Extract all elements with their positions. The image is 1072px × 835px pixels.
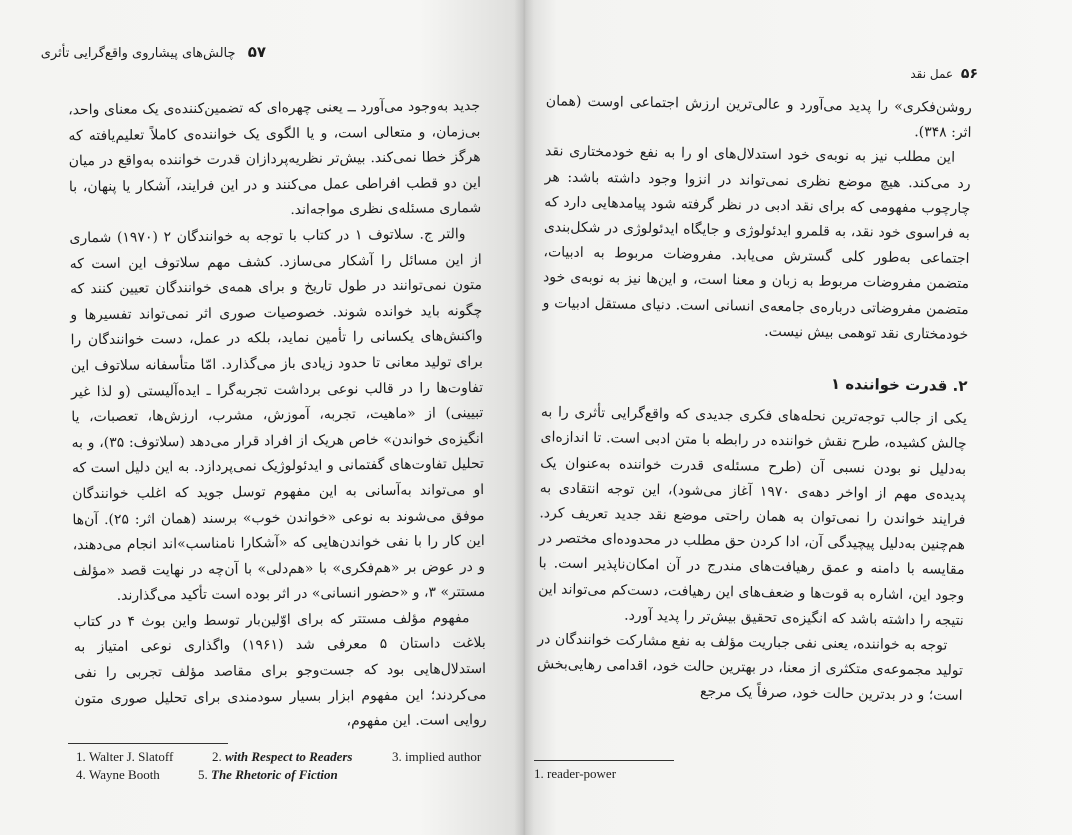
footnote-number: 2.: [212, 749, 222, 764]
footnote-text: reader-power: [547, 766, 617, 781]
paragraph: روشن‌فکری» را پدید می‌آورد و عالی‌ترین ارزش اجتماعی اوست (همان اثر: ۳۴۸).: [545, 93, 972, 142]
footnote-number: 1.: [76, 749, 86, 764]
footnote-number: 1.: [534, 766, 544, 781]
paragraph: یکی از جالب توجه‌ترین نحله‌های فکری جدیدی که واقع‌گرایی تأثری را به چالش کشیده، طرح نقش خواننده در رابطه با متن ادبی است. تا اندازه‌ای به‌دلیل نو بودن نسبی آن (طرح مسئله‌ی قدرت خواننده به‌عنوان یک پدیده‌ی مهم از اواخر دهه‌ی ۱۹۷۰ آغاز می‌شود)، این توجه انتقادی به فرایند خواندن را نمی‌توان به همان راحتی موضع نقد جدید تعریف کرد. هم‌چنین به‌دلیل پیچیدگی آن، ادا کردن حق مطلب در محدوده‌ای مختصر در مقایسه با دامنه و عمق رهیافت‌های مندرج در آن امکان‌ناپذیر است. با وجود این، اشاره به قوت‌ها و ضعف‌های این رهیافت، دست‌کم می‌تواند این نتیجه را داشته باشد که انگیزه‌ی تحقیق بیش‌تر را پدید آورد.: [538, 404, 968, 629]
paragraph: توجه به خواننده، یعنی نفی جباریت مؤلف به نفع مشارکت خوانندگان در تولید مجموعه‌ی متکثری از معنا، در بهترین حالت خود، اقدامی رهایی‌بخش است؛ و در بدترین حالت خود، صرفاً یک مرجع: [536, 631, 964, 705]
footnote-number: 3.: [392, 749, 402, 764]
right-page-body: [536, 89, 972, 709]
page-header-left: [40, 43, 266, 61]
footnote-number: 5.: [198, 767, 208, 782]
running-title: چالش‌های پیشاروی واقع‌گرایی تأثری: [40, 46, 236, 61]
footnote-number: 4.: [76, 767, 86, 782]
left-page: [0, 0, 524, 835]
footnote-text: Walter J. Slatoff: [89, 749, 174, 764]
section-heading: ۲. قدرت خواننده ۱: [830, 374, 968, 395]
page-header-right: [898, 66, 978, 82]
page-number: ۵۶: [960, 66, 978, 82]
page-number: ۵۷: [247, 43, 266, 61]
paragraph: مفهوم مؤلف مستتر که برای اوّلین‌بار توسط واین بوث ۴ در کتاب بلاغت داستان ۵ معرفی شد (۱۹۶۱) واگذاری نوعی امتیاز به استدلال‌هایی بود که جست‌وجو برای مقاصد مؤلف تجربی را نفی می‌کردند؛ این مفهوم ابزار بسیار سودمندی برای تحلیل صوری متون روایی است. این مفهوم،: [73, 610, 487, 730]
paragraph: جدید به‌وجود می‌آورد ــ یعنی چهره‌ای که تضمین‌کننده‌ی یک معنای واحد، بی‌زمان، و متعالی است، و یا الگوی یک خواننده‌ی کاملاً تعلیم‌یافته که هرگز خطا نمی‌کند. بیش‌تر نظریه‌پردازان قدرت خواننده به‌واقع در میان این دو قطب افراطی عمل می‌کنند و در این فرایند، آشکار یا پنهان، با شماری مسئله‌ی نظری مواجه‌اند.: [68, 97, 482, 219]
footnote-rule: [68, 743, 228, 744]
book-gutter: [514, 0, 534, 835]
paragraph: این مطلب نیز به نوبه‌ی خود استدلال‌های او را به نفع خودمختاری نقد رد می‌کند. هیچ موضع نظری نمی‌تواند در انزوا وجود داشته باشد: هر چارچوب مفهومی که برای نقد ادبی در نظر گرفته شود پیامدهایی دارد که به فراسوی خود نقد، به قلمرو ایدئولوژی و جایگاه ایدئولوژی در شکل‌بندی اجتماعی به‌طور کلی گسترش می‌یابد. مفروضات مربوط به ادبیات، متضمن مفروضات مربوط به زبان و معنا است، و این‌ها نیز به نوبه‌ی خود متضمن مفروضاتی درباره‌ی جامعه‌ی انسانی است. دنیای مستقل ادبیات و خودمختاری نقد توهمی بیش نیست.: [542, 143, 971, 343]
footnote-text: with Respect to Readers: [225, 749, 353, 764]
running-title: عمل نقد: [910, 67, 954, 81]
footnote-text: Wayne Booth: [89, 767, 160, 782]
footnote-rule: [534, 760, 674, 761]
left-page-body: [68, 94, 487, 738]
footnote-text: The Rhetoric of Fiction: [211, 767, 338, 782]
paragraph: والتر ج. سلاتوف ۱ در کتاب با توجه به خوانندگان ۲ (۱۹۷۰) شماری از این مسائل را آشکار می‌سازد. کشف مهم سلاتوف این است که متون نمی‌توانند در طول تاریخ و برای همه‌ی خوانندگان تعیین کنند که چگونه باید خوانده شوند. خصوصیات صوری اثر نمی‌تواند تفسیرها و واکنش‌های یکسانی را تأمین نماید، بلکه در عمل، دست خوانندگان را برای تولید معانی تا حدود زیادی باز می‌گذارد. امّا متأسفانه سلاتوف این تفاوت‌ها را در قالب نوعی برداشت تجربه‌گرا ـ ایده‌آلیستی (و لذا غیر تبیینی) از «ماهیت، تجربه، آموزش، مشرب، ارزش‌ها، تعصبات، یا انگیزه‌ی خواندن» خاص هریک از افراد قرار می‌دهد (سلاتوف: ۳۵)، و به تحلیل تفاوت‌های گفتمانی و ایدئولوژیک نمی‌پردازد. به این دلیل است که او می‌تواند به‌آسانی به این مفهوم توسل جوید که اغلب خوانندگان موفق می‌شوند به نوعی «خواندن خوب» برسند (همان اثر: ۲۵). آن‌ها این کار را با نفی خواندن‌هایی که «آشکارا نامناسب»اند انجام می‌دهند، و در عوض بر «هم‌فکری» با «هم‌دلی» با آن‌چه در نهایت قصد «مؤلف مستتر» ۳، و «حضور انسانی» در اثر بوده است تأکید می‌گذارند.: [69, 226, 486, 605]
footnote-text: implied author: [405, 749, 482, 764]
